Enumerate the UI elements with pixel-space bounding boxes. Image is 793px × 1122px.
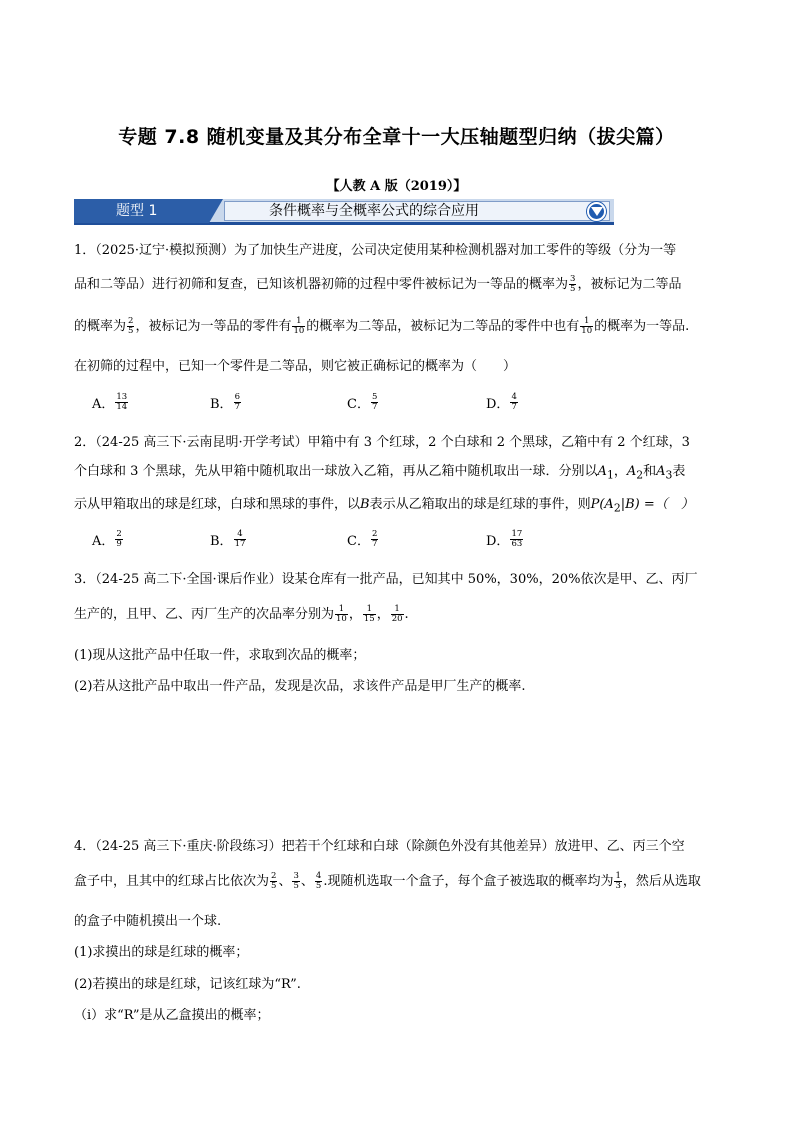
q2-option-b[interactable]: B． $\frac{4}{17}$	[210, 529, 246, 549]
section-type-label: 题型 1	[74, 199, 209, 223]
q4-line1: 4．（24-25 高三下·重庆·阶段练习）把若干个红球和白球（除颜色外没有其他差异）放进甲、乙、丙三个空	[74, 839, 685, 854]
q1-line2: 品和二等品）进行初筛和复查，已知该机器初筛的过程中零件被标记为一等品的概率为 $\frac{3}{5}$ ，被标记为二等品	[74, 274, 682, 294]
fraction: $\frac{4}{5}$	[315, 871, 322, 891]
q3-sub2: (2)若从这批产品中取出一件产品，发现是次品，求该件产品是甲厂生产的概率.	[74, 679, 526, 694]
q2-line3: 示从甲箱取出的球是红球，白球和黑球的事件，以B表示从乙箱取出的球是红球的事件，则$P(A_2|B)$ =（ ）	[74, 497, 694, 515]
q1-option-d[interactable]: D． $\frac{4}{7}$	[486, 392, 517, 412]
q2-line2: 个白球和 3 个黑球，先从甲箱中随机取出一球放入乙箱，再从乙箱中随机取出一球．分别以$A_1$，$A_2$和$A_3$表	[74, 464, 686, 482]
q4-sub2: (2)若摸出的球是红球，记该红球为“R”.	[74, 977, 301, 992]
fraction: $\frac{1}{20}$	[391, 604, 403, 624]
fraction: $\frac{2}{5}$	[271, 871, 277, 891]
q3-line1: 3．（24-25 高二下·全国·课后作业）设某仓库有一批产品，已知其中 50%，30%，20%依次是甲、乙、丙厂	[74, 572, 698, 587]
page-title: 专题 7.8 随机变量及其分布全章十一大压轴题型归纳（拔尖篇）	[118, 126, 675, 148]
q1-line1: 1．（2025·辽宁·模拟预测）为了加快生产进度，公司决定使用某种检测机器对加工零件的等级（分为一等	[74, 243, 677, 258]
chevron-down-icon[interactable]	[587, 202, 606, 221]
edition-label: 【人教 A 版（2019）】	[326, 179, 467, 194]
q1-option-c[interactable]: C． $\frac{5}{7}$	[347, 392, 378, 412]
q3-sub1: (1)现从这批产品中任取一件，求取到次品的概率；	[74, 648, 366, 663]
q2-option-d[interactable]: D． $\frac{17}{63}$	[486, 529, 523, 549]
fraction: $\frac{1}{10}$	[336, 604, 347, 624]
q4-line2: 盒子中，且其中的红球占比依次为 $\frac{2}{5}$ 、 $\frac{3}{5}$ 、 $\frac{4}{5}$ .现随机选取一个盒子，每个盒子被选取的概率均为 $\frac{1}{3}$ ，然后从选取	[74, 871, 701, 891]
q4-line3: 的盒子中随机摸出一个球.	[74, 914, 222, 929]
q3-line2: 生产的，且甲、乙、丙厂生产的次品率分别为 $\frac{1}{10}$ ， $\frac{1}{15}$ ， $\frac{1}{20}$ .	[74, 604, 409, 624]
q2-line1: 2．（24-25 高三下·云南昆明·开学考试）甲箱中有 3 个红球，2 个白球和 2 个黑球，乙箱中有 2 个红球，3	[74, 435, 690, 450]
q1-line3: 的概率为 $\frac{2}{5}$ ，被标记为一等品的零件有 $\frac{1}{10}$ 的概率为二等品，被标记为二等品的零件中也有 $\frac{1}{10}$ 的概率为一等品.	[74, 316, 690, 336]
q4-sub3: （i）求“R”是从乙盒摸出的概率；	[74, 1008, 270, 1023]
q4-sub1: (1)求摸出的球是红球的概率；	[74, 945, 249, 960]
fraction: $\frac{3}{5}$	[570, 274, 576, 294]
fraction: $\frac{1}{10}$	[293, 316, 305, 336]
section-header-bar[interactable]	[74, 199, 614, 225]
fraction: $\frac{1}{15}$	[363, 604, 375, 624]
q2-option-a[interactable]: A． $\frac{2}{9}$	[92, 529, 122, 549]
q2-option-c[interactable]: C． $\frac{2}{7}$	[347, 529, 378, 549]
fraction: $\frac{1}{10}$	[581, 316, 593, 336]
q1-option-a[interactable]: A． $\frac{13}{14}$	[92, 392, 128, 412]
q1-line4: 在初筛的过程中，已知一个零件是二等品，则它被正确标记的概率为（ ）	[74, 359, 517, 374]
fraction: $\frac{2}{5}$	[128, 316, 134, 336]
fraction: $\frac{3}{5}$	[293, 871, 299, 891]
q1-option-b[interactable]: B． $\frac{6}{7}$	[210, 392, 240, 412]
section-heading: 条件概率与全概率公式的综合应用	[269, 203, 479, 219]
fraction: $\frac{1}{3}$	[615, 871, 621, 891]
